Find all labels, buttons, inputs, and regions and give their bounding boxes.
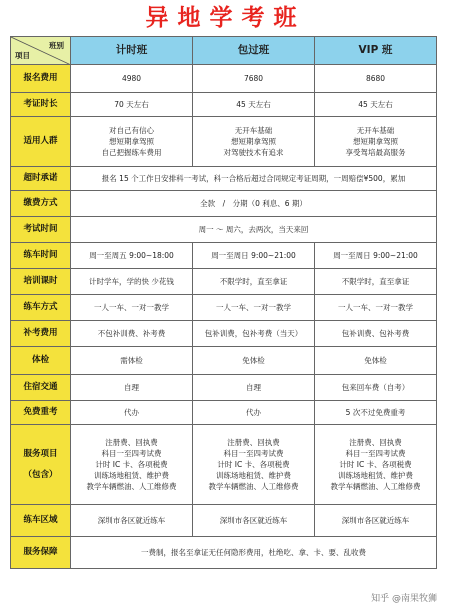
cell-line: 注册费、回执费 [227,438,280,447]
table-row [11,117,437,167]
row-label: 服务保障 [11,537,71,569]
table-cell [193,425,315,505]
row-label: 适用人群 [11,117,71,167]
column-header-vip: VIP 班 [315,37,437,65]
row-label: 住宿交通 [11,375,71,401]
table-cell: 深圳市各区就近练车 [315,505,437,537]
cell-line: 注册费、回执费 [105,438,158,447]
table-cell: 自理 [193,375,315,401]
table-cell: 45 天左右 [315,93,437,117]
table-cell: 一人一车、一对一教学 [71,295,193,321]
table-row [11,93,437,117]
table-cell: 一人一车、一对一教学 [193,295,315,321]
cell-line: 科目一至四考试费 [101,449,162,458]
table-cell-span: 周一 ～ 周六，去两次，当天来回 [71,217,437,243]
row-label [11,425,71,505]
table-row [11,401,437,425]
cell-line: 对驾驶技术有追求 [223,148,284,157]
watermark: 知乎 @南果牧狮 [371,591,437,604]
cell-line: 想短期拿驾照 [353,137,398,146]
table-cell-span: 一费制，报名至拿证无任何隐形费用，杜绝吃、拿、卡、要、乱收费 [71,537,437,569]
table-cell: 免体检 [315,347,437,375]
table-cell-span: 报名 15 个工作日安排科一考试，科一合格后超过合同规定考证周期，一周赔偿¥500，累加 [71,167,437,191]
cell-line: 对自己有信心 [109,126,154,135]
cell-line: 计时 IC 卡、各项税费 [339,460,412,469]
table-row [11,295,437,321]
cell-line: 教学车辆燃油、人工维修费 [330,482,421,491]
cell-line: 教学车辆燃油、人工维修费 [208,482,299,491]
table-cell: 深圳市各区就近练车 [193,505,315,537]
row-label: 报名费用 [11,65,71,93]
table-cell: 代办 [71,401,193,425]
row-label: 考证时长 [11,93,71,117]
row-label-line: （包含） [23,469,58,480]
cell-line: 科目一至四考试费 [345,449,406,458]
table-cell: 45 天左右 [193,93,315,117]
table-cell: 不包补训费、补考费 [71,321,193,347]
row-label: 练车方式 [11,295,71,321]
cell-line: 享受驾培最高服务 [345,148,406,157]
row-label: 缴费方式 [11,191,71,217]
cell-line: 科目一至四考试费 [223,449,284,458]
table-cell: 4980 [71,65,193,93]
corner-class-label: 班别 [49,41,64,50]
table-cell: 包来回车费（自考） [315,375,437,401]
cell-line: 计时 IC 卡、各项税费 [217,460,290,469]
cell-line: 想短期拿驾照 [231,137,276,146]
row-label-line: 服务项目 [23,448,58,459]
table-cell: 周一至周五 9:00~18:00 [71,243,193,269]
cell-line: 注册费、回执费 [349,438,402,447]
row-label: 超时承诺 [11,167,71,191]
table-row [11,347,437,375]
table-cell: 深圳市各区就近练车 [71,505,193,537]
table-cell: 包补训费，包补考费（当天） [193,321,315,347]
table-cell [71,425,193,505]
row-label: 补考费用 [11,321,71,347]
cell-line: 训练场地租赁、维护费 [216,471,291,480]
table-row [11,191,437,217]
cell-line: 无开车基础 [234,126,273,135]
table-row [11,505,437,537]
row-label: 免费重考 [11,401,71,425]
table-row [11,217,437,243]
table-cell: 代办 [193,401,315,425]
table-cell: 7680 [193,65,315,93]
row-label: 练车时间 [11,243,71,269]
table-row [11,425,437,505]
corner-item-label: 项目 [15,51,30,60]
header-corner [11,37,71,65]
table-cell: 包补训费、包补考费 [315,321,437,347]
row-label: 培训课时 [11,269,71,295]
table-cell-span: 全款 / 分期（0 利息、6 期） [71,191,437,217]
cell-line: 训练场地租赁、维护费 [94,471,169,480]
column-header-guaranteed: 包过班 [193,37,315,65]
cell-line: 计时 IC 卡、各项税费 [95,460,168,469]
table-row [11,65,437,93]
table-row [11,167,437,191]
table-row [11,269,437,295]
page-title: 异地学考班 [145,5,306,31]
table-cell: 计时学车，学的快 少花钱 [71,269,193,295]
cell-line: 自己把握练车费用 [101,148,162,157]
table-cell: 5 次不过免费重考 [315,401,437,425]
cell-line: 无开车基础 [356,126,395,135]
row-label: 练车区域 [11,505,71,537]
cell-line: 想短期拿驾照 [109,137,154,146]
table-cell: 免体检 [193,347,315,375]
cell-line: 教学车辆燃油、人工维修费 [86,482,177,491]
table-row [11,321,437,347]
table-cell [315,425,437,505]
table-row [11,375,437,401]
row-label: 体检 [11,347,71,375]
table-cell: 不限学时，直至拿证 [193,269,315,295]
row-label: 考试时间 [11,217,71,243]
course-comparison-table [10,36,437,569]
table-cell: 8680 [315,65,437,93]
table-cell [315,117,437,167]
table-row [11,537,437,569]
table-cell [193,117,315,167]
table-cell: 自理 [71,375,193,401]
header-row [11,37,437,65]
table-cell: 周一至周日 9:00~21:00 [315,243,437,269]
cell-line: 训练场地租赁、维护费 [338,471,413,480]
table-cell [71,117,193,167]
table-cell: 周一至周日 9:00~21:00 [193,243,315,269]
table-cell: 需体检 [71,347,193,375]
table-cell: 不限学时，直至拿证 [315,269,437,295]
table-cell: 70 天左右 [71,93,193,117]
table-row [11,243,437,269]
table-cell: 一人一车、一对一教学 [315,295,437,321]
column-header-hourly: 计时班 [71,37,193,65]
